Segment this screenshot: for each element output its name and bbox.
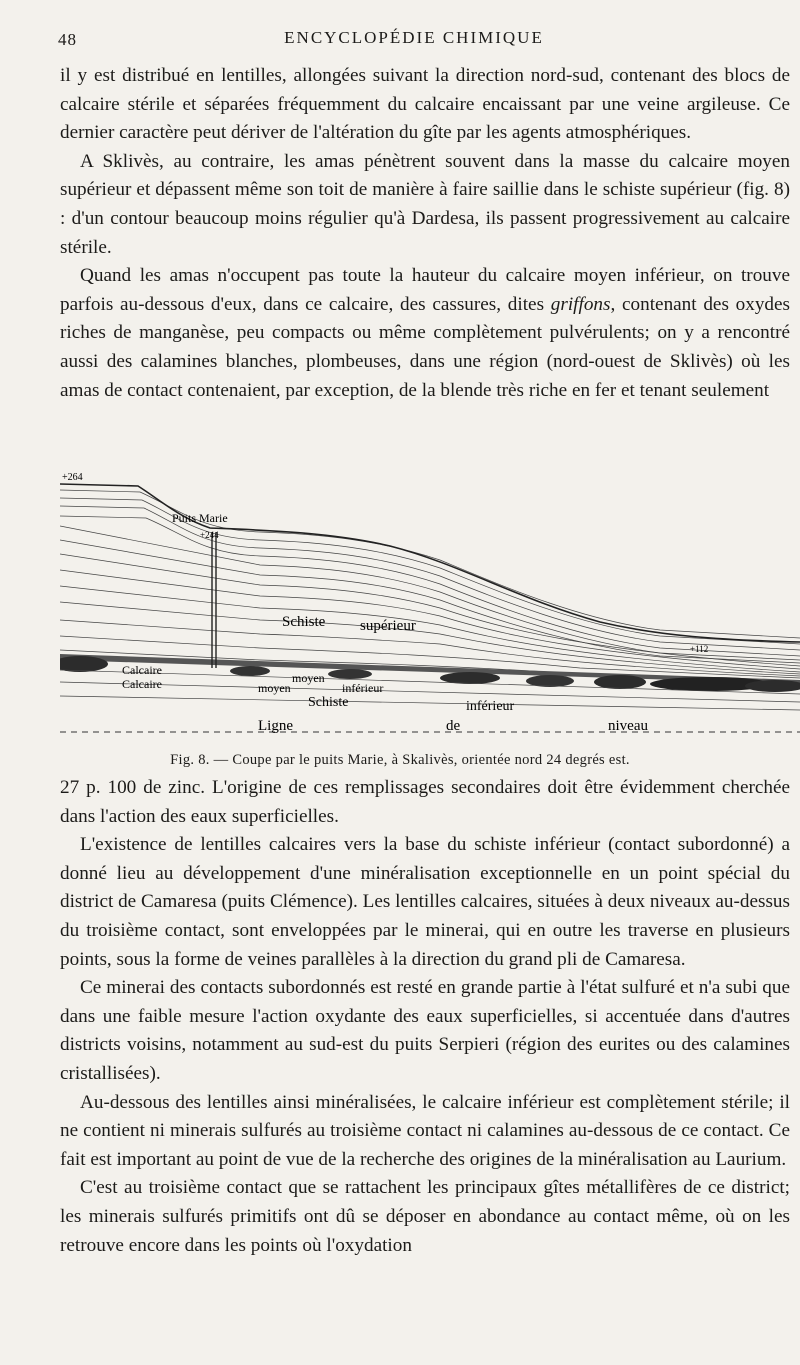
paragraph-7: Au-dessous des lentilles ainsi minéralisées, le calcaire inférieur est complètement stérile; il ne contient ni minerais sulfurés au troisième contact ni calamines au-dessous de ce contact. Ce fait est important au point de vue de la recherche des origines de la minéralisation au Laurium. — [60, 1091, 790, 1170]
paragraph-3-part-b: , contenant des oxydes riches de manganèse, peu compacts ou même complètement pulvérulents; on y a rencontré aussi des calamines blanches, plombeuses, dans une région (nord-ouest de Sklivès) où les amas de contact contenaient, par exception, de la blende très riche en fer et tenant seulement — [60, 293, 791, 401]
figure-caption: Fig. 8. — Coupe par le puits Marie, à Skalivès, orientée nord 24 degrés est. — [170, 752, 630, 768]
label-top-left: +264 — [62, 472, 83, 483]
label-de: de — [446, 718, 461, 734]
label-schiste-sup-2: supérieur — [360, 618, 416, 634]
label-niveau: niveau — [608, 718, 648, 734]
well-shaft — [212, 532, 216, 668]
top-text-block — [60, 62, 790, 405]
paragraph-5: L'existence de lentilles calcaires vers la base du schiste inférieur (contact subordonné) a donné lieu au développement d'une minéralisation exceptionnelle en un point spécial du district de Camaresa (puits Clémence). Les lentilles calcaires, situées à deux niveaux au-dessus du troisième contact, sont enveloppées par le minerai, qui en outre les traverse en plusieurs points, sous la forme de veines parallèles à la direction du grand pli de Camaresa. — [60, 834, 790, 970]
upper-schist-lines — [60, 490, 800, 681]
label-moyen-1: moyen — [292, 671, 325, 685]
page-number: 48 — [58, 30, 77, 49]
cross-section-drawing — [60, 470, 800, 735]
label-well-elev: +244 — [200, 530, 219, 540]
paragraph-6: Ce minerai des contacts subordonnés est resté en grande partie à l'état sulfuré et n'a subi que dans une faible mesure l'action oxydante des eaux superficielles, si accentuée dans d'autres districts voisins, notamment au sud-est du puits Serpieri (région des eurites ou des calamines cristallisées). — [60, 977, 790, 1084]
label-well: Puits Marie — [172, 511, 228, 525]
running-title: ENCYCLOPÉDIE CHIMIQUE — [284, 28, 544, 47]
label-calcaire-1: Calcaire — [122, 663, 162, 677]
paragraph-2: A Sklivès, au contraire, les amas pénètrent souvent dans la masse du calcaire moyen supérieur et dépassent même son toit de manière à faire saillie dans le schiste supérieur (fig. 8) : d'un contour beaucoup moins régulier qu'à Dardesa, ils passent progressivement au calcaire stérile. — [60, 150, 790, 258]
label-ligne: Ligne — [258, 718, 293, 734]
paragraph-3 — [60, 262, 790, 405]
label-schiste-inf-2: inférieur — [466, 699, 515, 714]
term-griffons: griffons — [550, 293, 611, 315]
label-inferieur-1: inférieur — [342, 681, 384, 695]
paragraph-8: C'est au troisième contact que se rattachent les principaux gîtes métallifères de ce district; les minerais sulfurés primitifs ont dû se déposer en abondance au contact même, où on les retrouve encore dans les points où l'oxydation — [60, 1177, 790, 1256]
paragraph-4: 27 p. 100 de zinc. L'origine de ces remplissages secondaires doit être évidemment cherchée dans l'action des eaux superficielles. — [60, 777, 790, 827]
label-calcaire-2: Calcaire — [122, 677, 162, 691]
topographic-surface — [60, 484, 800, 642]
paragraph-1: il y est distribué en lentilles, allongées suivant la direction nord-sud, contenant des blocs de calcaire stérile et séparées fréquemment du calcaire encaissant par une veine argileuse. Ce dernier caractère peut dériver de l'altération du gîte par les agents atmosphériques. — [60, 65, 790, 144]
label-schiste-sup-1: Schiste — [282, 614, 326, 630]
page-header — [58, 22, 770, 52]
label-moyen-2: moyen — [258, 681, 291, 695]
geological-section-figure — [60, 470, 800, 735]
label-schiste-inf-1: Schiste — [308, 695, 349, 710]
paragraph-3-part-a: Quand les amas n'occupent pas toute la hauteur du calcaire moyen inférieur, on trouve parfois au-dessous d'eux, dans ce calcaire, des cassures, dites — [60, 265, 790, 315]
label-right-elev: +112 — [690, 644, 709, 654]
bottom-text-block — [60, 774, 790, 1260]
